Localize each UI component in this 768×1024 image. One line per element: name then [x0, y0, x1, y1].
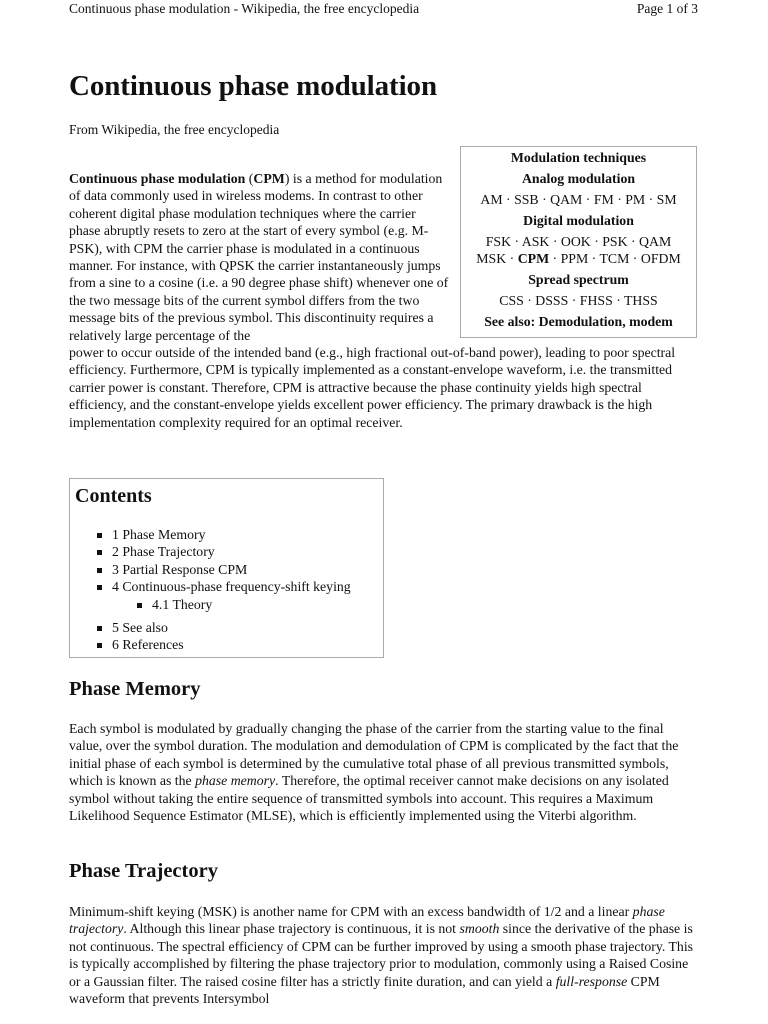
toc-sublist [134, 596, 212, 613]
navbox-cpm-current: CPM [517, 251, 550, 266]
print-header [69, 0, 698, 20]
page-subtitle: From Wikipedia, the free encyclopedia [69, 122, 280, 137]
toc-item-1[interactable]: 1 Phase Memory [94, 526, 351, 543]
print-header-title: Continuous phase modulation - Wikipedia, the free encyclopedia [69, 1, 420, 16]
pm-text-a: Each symbol is modulated by gradually changing the phase of the carrier from the starting value to the final value, over the symbol duration. The modulation and demodulation of CPM is complicated by the fact that the initial phase of each symbol is determined by the cumulative total phase of all previous transmitted symbols, which is known as the [69, 721, 679, 789]
intro-continuation: power to occur outside of the intended band (e.g., high fractional out-of-band power), leading to poor spectral efficiency. Furthermore, CPM is typically implemented as a constant-envelope waveform, i.e. the transmitted carrier power is constant. Therefore, CPM is attractive because the phase continuity yields high spectral efficiency, and the constant-envelope yields excellent power efficiency. The primary drawback is the high implementation complexity required for an optimal receiver. [69, 345, 676, 430]
navbox-digital-heading: Digital modulation [523, 213, 634, 228]
pt-text-a: Minimum-shift keying (MSK) is another name for CPM with an excess bandwidth of 1/2 and a linear [69, 904, 633, 919]
pt-em-2: smooth [459, 921, 500, 937]
pt-text-d: CPM waveform that prevents Intersymbol [69, 973, 660, 1007]
print-header-page: Page 1 of 3 [636, 1, 698, 16]
navbox-analog-links[interactable]: AM · SSB · QAM · FM · PM · SM [480, 192, 677, 207]
toc-item-3[interactable]: 3 Partial Response CPM [94, 561, 351, 578]
section-heading-phase-memory: Phase Memory [69, 678, 201, 700]
toc-item-2[interactable]: 2 Phase Trajectory [94, 543, 351, 560]
toc-item-4-1[interactable]: 4.1 Theory [134, 596, 212, 613]
phase-trajectory-paragraph [69, 903, 699, 1007]
section-heading-phase-trajectory: Phase Trajectory [69, 860, 218, 882]
pt-em-3: full-response [555, 973, 628, 989]
intro-abbr: CPM [253, 171, 285, 186]
pt-text-c: since the derivative of the phase is not continuous. The spectral efficiency of CPM can be further improved by using a smooth phase trajectory. This is typically accomplished by filtering the phase trajectory prior to modulation, commonly using a Raised Cosine or a Gaussian filter. The raised cosine filter has a strictly finite duration, and can yield a [69, 921, 694, 989]
toc-list [94, 526, 351, 596]
pm-text-b: . Therefore, the optimal receiver cannot make decisions on any isolated symbol without taking the entire sequence of transmitted symbols into account. This requires a Maximum Likelihood Sequence Estimator (MLSE), which is efficiently implemented using the Viterbi algorithm. [69, 773, 669, 824]
navbox-analog-heading: Analog modulation [521, 171, 636, 186]
toc-heading: Contents [75, 485, 152, 507]
intro-lead-rest: ) is a method for modulation of data commonly used in wireless modems. In contrast to other coherent digital phase modulation techniques where the carrier phase abruptly resets to zero at the start of every symbol (e.g. M-PSK), with CPM the carrier phase is modulated in a continuous manner. For instance, with QPSK the carrier instantaneously jumps from a sine to a cosine (i.e. a 90 degree phase shift) whenever one of the two message bits of the current symbol differs from the two message bits of the previous symbol. This discontinuity requires a relatively large percentage of the [69, 171, 449, 343]
toc-item-5[interactable]: 5 See also [94, 619, 184, 636]
navbox-digital-links-2-pre[interactable]: MSK · [476, 251, 518, 266]
navbox-digital-links-1[interactable]: FSK · ASK · OOK · PSK · QAM [485, 234, 672, 249]
pt-em-1: phase trajectory [69, 904, 665, 937]
toc-item-4[interactable]: 4 Continuous-phase frequency-shift keying [94, 578, 351, 595]
toc-item-6[interactable]: 6 References [94, 636, 184, 653]
navbox-see-also[interactable]: See also: Demodulation, modem [484, 314, 673, 329]
navbox-spread-links[interactable]: CSS · DSSS · FHSS · THSS [499, 293, 658, 308]
pt-text-b: . Although this linear phase trajectory is continuous, it is not [123, 921, 460, 937]
toc-list-end [94, 619, 184, 654]
phase-memory-paragraph [69, 720, 699, 824]
pm-text-em: phase memory [195, 773, 276, 789]
page-title: Continuous phase modulation [69, 70, 437, 102]
intro-lead-open: ( [245, 171, 254, 186]
navbox-title: Modulation techniques [510, 150, 647, 165]
navbox-spread-heading: Spread spectrum [528, 272, 629, 287]
intro-lead-bold: Continuous phase modulation [69, 171, 246, 186]
navbox-digital-links-2-post[interactable]: · PPM · TCM · OFDM [549, 251, 681, 266]
intro-paragraph [69, 170, 697, 431]
